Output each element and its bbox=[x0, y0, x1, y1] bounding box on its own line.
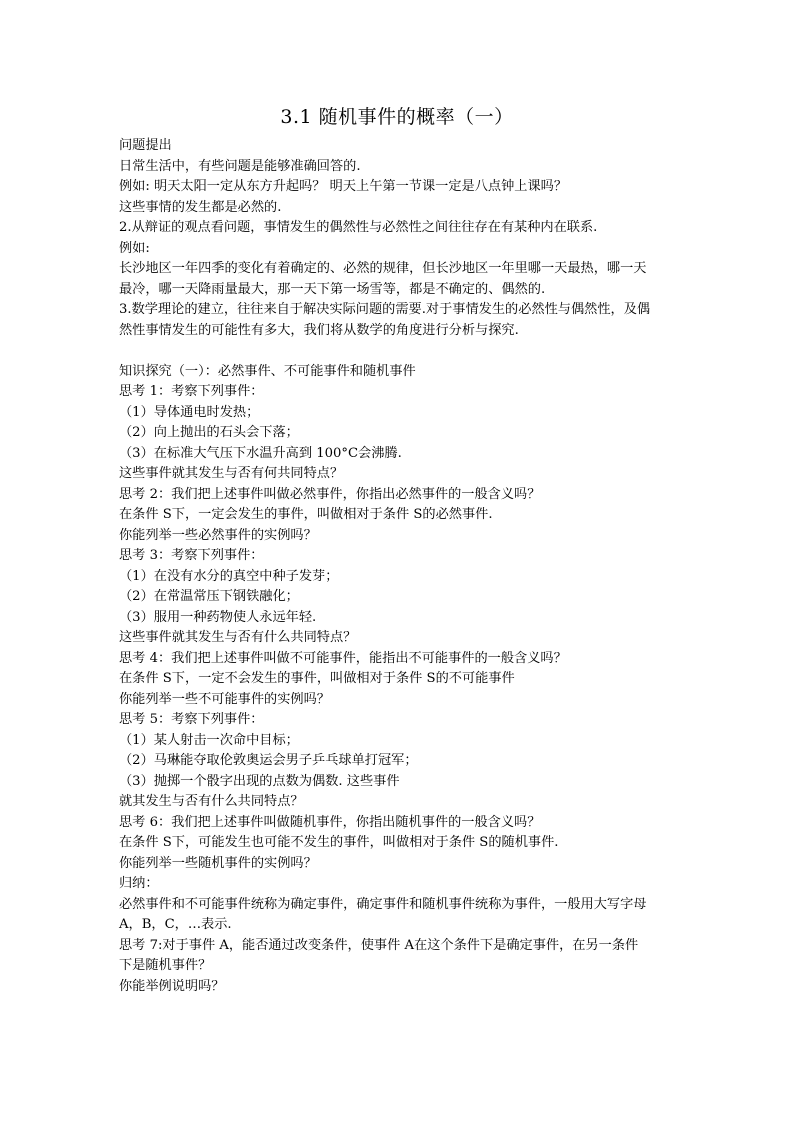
paragraph-line: （3）在标准大气压下水温升高到 100°C会沸腾. bbox=[119, 445, 402, 461]
paragraph-line: 思考 5：考察下列事件： bbox=[119, 712, 264, 727]
paragraph-line: 在条件 S下，一定会发生的事件，叫做相对于条件 S的必然事件. bbox=[119, 507, 493, 522]
paragraph-line: 在条件 S下，可能发生也可能不发生的事件，叫做相对于条件 S的随机事件. bbox=[119, 835, 559, 850]
paragraph-line: 你能列举一些不可能事件的实例吗？ bbox=[119, 691, 330, 707]
paragraph-line: 必然事件和不可能事件统称为确定事件，确定事件和随机事件统称为事件，一般用大写字母 bbox=[119, 896, 647, 912]
section-heading-exploration: 知识探究（一）：必然事件、不可能事件和随机事件 bbox=[119, 363, 416, 379]
paragraph-line: 思考 6：我们把上述事件叫做随机事件，你指出随机事件的一般含义吗？ bbox=[119, 814, 541, 830]
document-body bbox=[119, 136, 679, 997]
paragraph-line: 长沙地区一年四季的变化有着确定的、必然的规律，但长沙地区一年里哪一天最热，哪一天 bbox=[119, 261, 647, 276]
paragraph-line: （1）某人射击一次命中目标； bbox=[119, 732, 299, 748]
paragraph-line: 然性事情发生的可能性有多大，我们将从数学的角度进行分析与探究. bbox=[119, 322, 519, 338]
paragraph-line: 这些事件就其发生与否有什么共同特点？ bbox=[119, 630, 357, 645]
paragraph-line: （1）导体通电时发热； bbox=[119, 404, 260, 420]
paragraph-line: （3）服用一种药物使人永远年轻. bbox=[119, 609, 317, 625]
paragraph-line: 例如: bbox=[119, 240, 150, 256]
paragraph-line: （2）在常温常压下钢铁融化； bbox=[119, 589, 299, 604]
paragraph-line: （3）抛掷一个骰字出现的点数为偶数. 这些事件 bbox=[119, 773, 400, 789]
paragraph-line: 你能举例说明吗？ bbox=[119, 978, 225, 994]
paragraph-line: 2.从辩证的观点看问题，事情发生的偶然性与必然性之间往往存在有某种内在联系. bbox=[119, 220, 598, 235]
paragraph-line: （2）马琳能夺取伦敦奥运会男子乒乓球单打冠军； bbox=[119, 753, 418, 768]
paragraph-line: 思考 1：考察下列事件： bbox=[119, 384, 264, 399]
document-title: 3.1 随机事件的概率（一） bbox=[280, 106, 514, 128]
paragraph-line: （1）在没有水分的真空中种子发芽； bbox=[119, 568, 339, 584]
paragraph-line: 就其发生与否有什么共同特点？ bbox=[119, 794, 304, 809]
section-heading-problem: 问题提出 bbox=[119, 138, 172, 153]
paragraph-line: 最冷，哪一天降雨量最大，那一天下第一场雪等，都是不确定的、偶然的. bbox=[119, 281, 546, 297]
paragraph-line: 例如: 明天太阳一定从东方升起吗？ 明天上午第一节课一定是八点钟上课吗？ bbox=[119, 179, 568, 194]
paragraph-line: 思考 3：考察下列事件： bbox=[119, 548, 264, 563]
paragraph-line: 归纳： bbox=[119, 876, 159, 891]
paragraph-line: 思考 7:对于事件 A，能否通过改变条件，使事件 A在这个条件下是确定事件，在另一条件 bbox=[119, 937, 639, 953]
paragraph-line: 思考 4：我们把上述事件叫做不可能事件，能指出不可能事件的一般含义吗？ bbox=[119, 650, 567, 666]
paragraph-line: A，B，C，…表示. bbox=[119, 917, 232, 932]
paragraph-line: 你能列举一些随机事件的实例吗？ bbox=[119, 855, 317, 871]
paragraph-line: 日常生活中，有些问题是能够准确回答的. bbox=[119, 158, 361, 174]
paragraph-line: 你能列举一些必然事件的实例吗？ bbox=[119, 527, 317, 543]
paragraph-line: 这些事情的发生都是必然的. bbox=[119, 199, 282, 215]
paragraph-line: （2）向上抛出的石头会下落； bbox=[119, 425, 299, 440]
paragraph-line: 在条件 S下，一定不会发生的事件，叫做相对于条件 S的不可能事件 bbox=[119, 671, 515, 686]
paragraph-line: 3.数学理论的建立，往往来自于解决实际问题的需要.对于事情发生的必然性与偶然性，及偶 bbox=[119, 302, 651, 317]
blank-line bbox=[119, 341, 679, 362]
paragraph-line: 思考 2：我们把上述事件叫做必然事件，你指出必然事件的一般含义吗？ bbox=[119, 486, 541, 502]
paragraph-line: 这些事件就其发生与否有何共同特点？ bbox=[119, 466, 344, 481]
paragraph-line: 下是随机事件？ bbox=[119, 958, 212, 973]
